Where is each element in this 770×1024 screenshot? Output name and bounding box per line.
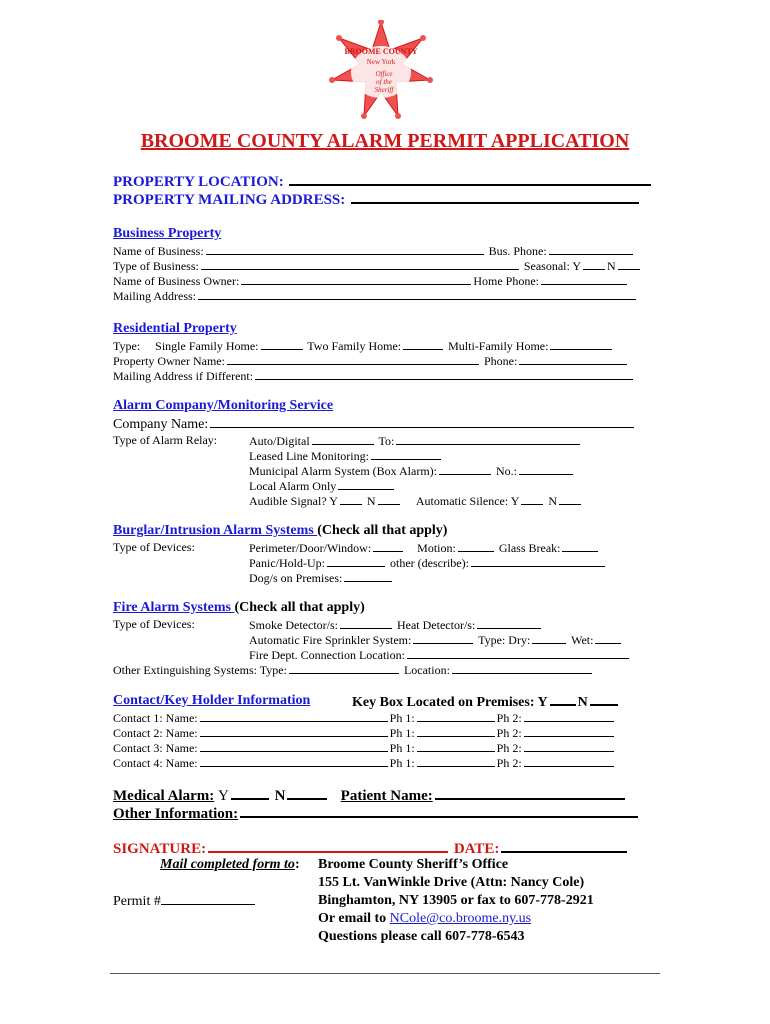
medical-n-label: N	[274, 788, 286, 804]
contact-heading: Contact/Key Holder Information	[113, 693, 311, 708]
keybox-y-field[interactable]	[550, 693, 576, 706]
box-no-label: No.:	[495, 464, 517, 478]
fire-heading-row	[113, 600, 365, 616]
business-type-field[interactable]	[201, 258, 519, 270]
fire-row1	[249, 617, 543, 632]
keybox-label: Key Box Located on Premises: Y	[352, 695, 548, 710]
two-family-label: Two Family Home:	[307, 339, 402, 353]
glass-break-field[interactable]	[562, 540, 598, 552]
business-mailing-field[interactable]	[198, 288, 636, 300]
svg-text:New York: New York	[366, 58, 396, 66]
svg-text:Office: Office	[375, 70, 393, 78]
signature-row	[113, 838, 629, 858]
location-label: Location:	[403, 663, 450, 677]
sprinkler-type-label: Type: Dry:	[478, 633, 531, 647]
contact-row	[113, 710, 616, 725]
residential-type-row	[113, 338, 614, 353]
alarm-company-heading: Alarm Company/Monitoring Service	[113, 398, 334, 413]
mail-line2: 155 Lt. VanWinkle Drive (Attn: Nancy Cole)	[318, 875, 585, 890]
audible-label: Audible Signal? Y	[249, 494, 338, 508]
contact-4-label: Contact 4: Name:	[113, 756, 198, 770]
residential-heading: Residential Property	[113, 321, 237, 336]
mail-colon: :	[294, 857, 300, 872]
fire-row2	[249, 632, 623, 647]
contact-2-label: Contact 2: Name:	[113, 726, 198, 740]
auto-digital-row	[249, 433, 582, 448]
box-no-field[interactable]	[519, 463, 573, 475]
date-field[interactable]	[501, 838, 627, 853]
svg-text:of the: of the	[376, 78, 392, 86]
business-owner-label: Name of Business Owner:	[113, 274, 240, 288]
company-name-label: Company Name:	[113, 417, 209, 432]
panic-label: Panic/Hold-Up:	[249, 556, 325, 570]
permit-label: Permit #	[113, 894, 161, 909]
local-alarm-field[interactable]	[338, 478, 394, 490]
contact-2-ph1-field[interactable]	[417, 725, 495, 737]
burglar-row2	[249, 555, 607, 570]
motion-field[interactable]	[458, 540, 494, 552]
other-ext-field[interactable]	[289, 662, 399, 674]
contact-row	[113, 725, 616, 740]
property-location-row	[113, 171, 653, 191]
contact-row	[113, 755, 616, 770]
sprinkler-field[interactable]	[413, 632, 473, 644]
property-owner-field[interactable]	[227, 353, 479, 365]
motion-label: Motion:	[417, 541, 456, 555]
contact-3-ph2-label: Ph 2:	[496, 741, 522, 755]
email-link[interactable]: NCole@co.broome.ny.us	[389, 911, 532, 926]
property-location-field[interactable]	[289, 171, 651, 186]
keybox-n-field[interactable]	[590, 693, 618, 706]
seasonal-n-label: N	[607, 259, 616, 273]
bottom-divider	[110, 973, 660, 974]
other-describe-field[interactable]	[471, 555, 605, 567]
business-phone-field[interactable]	[549, 243, 633, 255]
fire-row3	[249, 647, 631, 662]
contact-3-label: Contact 3: Name:	[113, 741, 198, 755]
contact-2-ph2-field[interactable]	[524, 725, 614, 737]
contact-row	[113, 740, 616, 755]
seasonal-n-field[interactable]	[618, 258, 640, 270]
wet-label: Wet:	[571, 633, 594, 647]
business-mailing-row	[113, 288, 638, 303]
contact-1-ph2-field[interactable]	[524, 710, 614, 722]
audible-n-label: N	[366, 494, 376, 508]
medical-y-field[interactable]	[231, 785, 269, 800]
two-family-field[interactable]	[403, 338, 443, 350]
svg-text:Sheriff: Sheriff	[374, 86, 394, 94]
fire-heading: Fire Alarm Systems	[113, 600, 235, 615]
contact-4-ph2-label: Ph 2:	[496, 756, 522, 770]
fire-row4	[113, 662, 594, 677]
audible-y-field[interactable]	[340, 493, 362, 505]
residential-type-label: Type:	[113, 339, 141, 353]
patient-name-label: Patient Name:	[340, 788, 433, 804]
other-ext-label: Other Extinguishing Systems: Type:	[113, 663, 287, 677]
burglar-heading: Burglar/Intrusion Alarm Systems	[113, 523, 318, 538]
mail-line5: Questions please call 607-778-6543	[318, 929, 525, 944]
silence-label: Automatic Silence: Y	[415, 494, 520, 508]
property-mailing-label: PROPERTY MAILING ADDRESS:	[113, 192, 346, 208]
seasonal-label: Seasonal: Y	[523, 259, 582, 273]
multi-family-label: Multi-Family Home:	[448, 339, 549, 353]
mail-line3: Binghamton, NY 13905 or fax to 607-778-2921	[318, 893, 594, 908]
smoke-field[interactable]	[340, 617, 392, 629]
medical-n-field[interactable]	[287, 785, 327, 800]
fire-check: (Check all that apply)	[234, 600, 365, 615]
signature-field[interactable]	[208, 838, 448, 853]
email-row	[318, 911, 531, 927]
auto-digital-label: Auto/Digital	[249, 434, 310, 448]
audible-n-field[interactable]	[378, 493, 400, 505]
burglar-heading-row	[113, 523, 447, 539]
contact-1-ph1-field[interactable]	[417, 710, 495, 722]
contact-1-name-field[interactable]	[200, 710, 388, 722]
leased-line-label: Leased Line Monitoring:	[249, 449, 369, 463]
home-phone-field[interactable]	[541, 273, 627, 285]
email-prefix: Or email to	[318, 911, 387, 926]
municipal-field[interactable]	[439, 463, 491, 475]
smoke-label: Smoke Detector/s:	[249, 618, 338, 632]
leased-line-field[interactable]	[371, 448, 441, 460]
wet-field[interactable]	[595, 632, 621, 644]
medical-label: Medical Alarm:	[113, 788, 215, 804]
burglar-check: (Check all that apply)	[317, 523, 448, 538]
business-owner-field[interactable]	[241, 273, 471, 285]
local-alarm-row	[249, 478, 396, 493]
contact-3-ph2-field[interactable]	[524, 740, 614, 752]
business-name-field[interactable]	[206, 243, 484, 255]
other-info-row	[113, 803, 640, 823]
other-describe-label: other (describe):	[390, 556, 469, 570]
connection-field[interactable]	[407, 647, 629, 659]
other-info-label: Other Information:	[113, 806, 239, 822]
signature-label: SIGNATURE:	[113, 841, 207, 857]
business-phone-label: Bus. Phone:	[488, 244, 547, 258]
home-phone-label: Home Phone:	[473, 274, 539, 288]
municipal-row	[249, 463, 575, 478]
contact-3-name-field[interactable]	[200, 740, 388, 752]
business-type-row	[113, 258, 642, 273]
relay-label: Type of Alarm Relay:	[113, 433, 218, 447]
perimeter-label: Perimeter/Door/Window:	[249, 541, 372, 555]
residential-phone-label: Phone:	[483, 354, 518, 368]
contact-2-ph2-label: Ph 2:	[496, 726, 522, 740]
property-owner-label: Property Owner Name:	[113, 354, 225, 368]
business-type-label: Type of Business:	[113, 259, 199, 273]
silence-n-label: N	[548, 494, 558, 508]
property-mailing-field[interactable]	[351, 189, 639, 204]
local-alarm-label: Local Alarm Only	[249, 479, 337, 493]
mail-label: Mail completed form to	[160, 857, 295, 872]
contact-4-ph2-field[interactable]	[524, 755, 614, 767]
patient-name-field[interactable]	[435, 785, 625, 800]
contact-1-ph2-label: Ph 2:	[496, 711, 522, 725]
burglar-row1	[249, 540, 600, 555]
business-owner-row	[113, 273, 629, 288]
panic-field[interactable]	[327, 555, 385, 567]
residential-owner-row	[113, 353, 629, 368]
connection-label: Fire Dept. Connection Location:	[249, 648, 405, 662]
contact-4-name-field[interactable]	[200, 755, 388, 767]
burglar-devices-label: Type of Devices:	[113, 540, 195, 554]
property-location-label: PROPERTY LOCATION:	[113, 174, 284, 190]
contact-1-label: Contact 1: Name:	[113, 711, 198, 725]
medical-y-label: Y	[217, 788, 229, 804]
company-name-field[interactable]	[210, 416, 634, 428]
heat-field[interactable]	[477, 617, 541, 629]
business-name-row	[113, 243, 635, 258]
contact-4-ph1-label: Ph 1:	[389, 756, 415, 770]
contact-2-ph1-label: Ph 1:	[389, 726, 415, 740]
mail-line1: Broome County Sheriff’s Office	[318, 857, 509, 872]
residential-phone-field[interactable]	[519, 353, 627, 365]
fire-devices-label: Type of Devices:	[113, 617, 195, 631]
audible-row	[249, 493, 583, 508]
glass-break-label: Glass Break:	[498, 541, 561, 555]
to-label: To:	[378, 434, 395, 448]
sheriff-star-seal	[328, 20, 434, 120]
auto-digital-field[interactable]	[312, 433, 374, 445]
burglar-row3	[249, 570, 394, 585]
other-info-field[interactable]	[240, 803, 638, 818]
business-name-label: Name of Business:	[113, 244, 204, 258]
business-mailing-label: Mailing Address:	[113, 289, 196, 303]
silence-y-field[interactable]	[521, 493, 543, 505]
permit-row	[113, 893, 257, 910]
location-field[interactable]	[452, 662, 592, 674]
dogs-field[interactable]	[344, 570, 392, 582]
leased-line-row	[249, 448, 443, 463]
to-field[interactable]	[396, 433, 580, 445]
perimeter-field[interactable]	[373, 540, 403, 552]
property-mailing-row	[113, 189, 641, 209]
dry-field[interactable]	[532, 632, 566, 644]
permit-field[interactable]	[161, 893, 255, 905]
municipal-label: Municipal Alarm System (Box Alarm):	[249, 464, 437, 478]
mail-label-row	[160, 857, 300, 873]
business-heading: Business Property	[113, 226, 222, 241]
contact-1-ph1-label: Ph 1:	[389, 711, 415, 725]
residential-mailing-field[interactable]	[255, 368, 633, 380]
contact-2-name-field[interactable]	[200, 725, 388, 737]
medical-row	[113, 785, 627, 805]
heat-label: Heat Detector/s:	[396, 618, 476, 632]
single-family-field[interactable]	[261, 338, 303, 350]
dogs-label: Dog/s on Premises:	[249, 571, 343, 585]
company-name-row	[113, 416, 636, 433]
sprinkler-label: Automatic Fire Sprinkler System:	[249, 633, 412, 647]
keybox-n-label: N	[577, 695, 588, 710]
seasonal-y-field[interactable]	[583, 258, 605, 270]
silence-n-field[interactable]	[559, 493, 581, 505]
keybox-row	[352, 693, 620, 711]
contact-4-ph1-field[interactable]	[417, 755, 495, 767]
multi-family-field[interactable]	[550, 338, 612, 350]
residential-mailing-label: Mailing Address if Different:	[113, 369, 254, 383]
single-family-label: Single Family Home:	[155, 339, 259, 353]
contact-3-ph1-field[interactable]	[417, 740, 495, 752]
residential-mailing-row	[113, 368, 635, 383]
svg-text:BROOME COUNTY: BROOME COUNTY	[344, 47, 418, 56]
date-label: DATE:	[453, 841, 500, 857]
contact-3-ph1-label: Ph 1:	[389, 741, 415, 755]
form-title: BROOME COUNTY ALARM PERMIT APPLICATION	[140, 130, 630, 152]
